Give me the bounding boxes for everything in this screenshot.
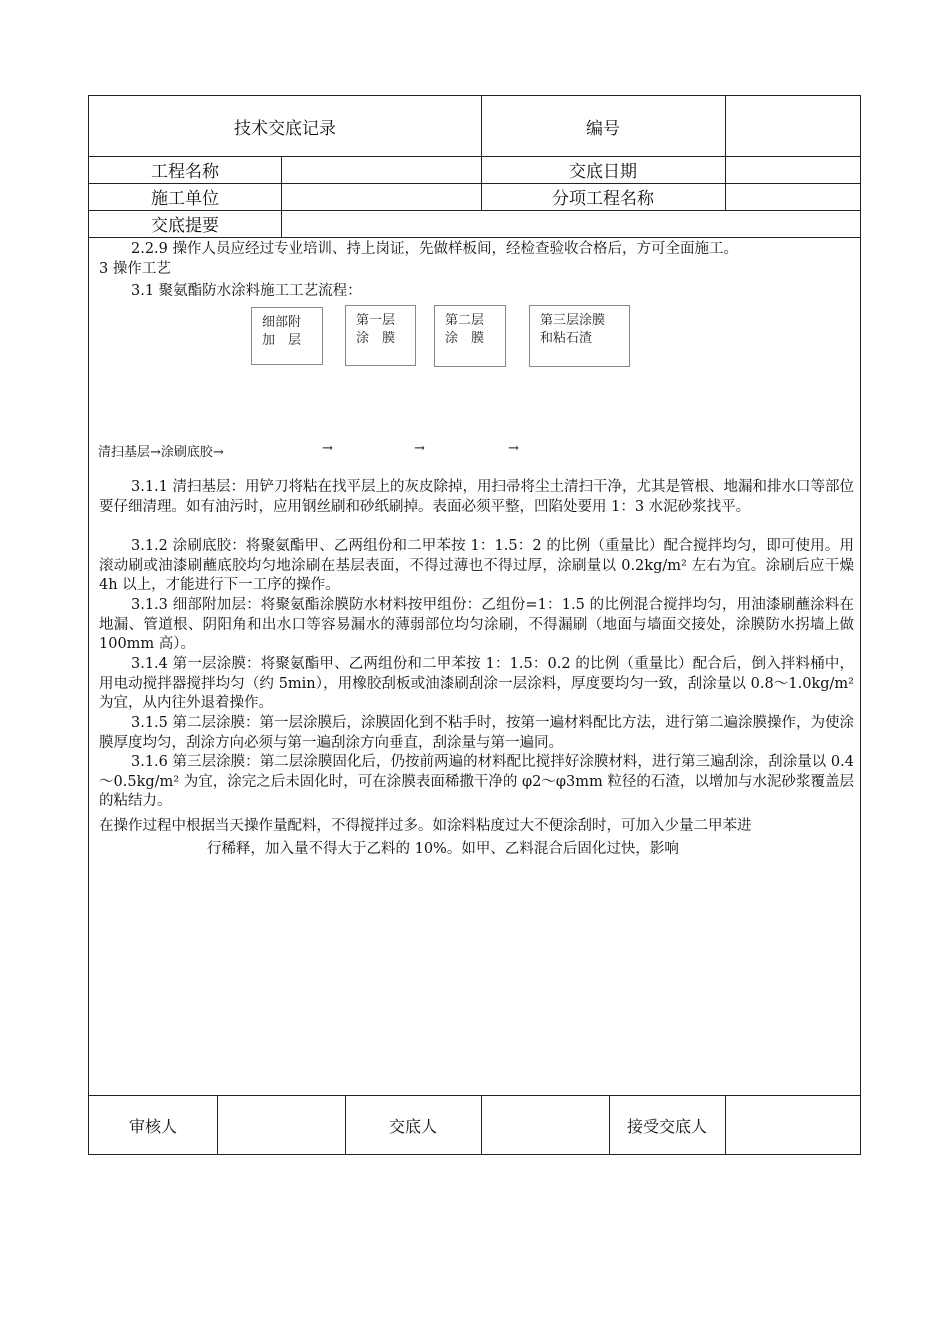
- receiver-field[interactable]: [725, 1095, 861, 1155]
- receiver-label: 接受交底人: [626, 1116, 707, 1136]
- flow-box-second-coat: 第二层 涂 膜: [434, 305, 506, 367]
- note-line-1: 在操作过程中根据当天操作量配料，不得搅拌过多。如涂料粘度过大不便涂刮时，可加入少量二甲苯进: [99, 818, 752, 834]
- flow-box-third-coat: 第三层涂膜 和粘石渣: [529, 305, 630, 367]
- form-title: 技术交底记录: [234, 118, 336, 139]
- flow-arrow: →: [322, 441, 333, 456]
- subproject-field[interactable]: [725, 183, 861, 210]
- note-line-2: 行稀释，加入量不得大于乙料的 10%。如甲、乙料混合后固化过快，影响: [207, 841, 679, 857]
- summary-label: 交底提要: [151, 216, 219, 236]
- date-label: 交底日期: [569, 162, 637, 182]
- number-field[interactable]: [725, 96, 861, 156]
- clause-3-1-5: 3.1.5 第二层涂膜：第一层涂膜后，涂膜固化到不粘手时，按第一遍材料配比方法，进行第二遍涂膜操作，为使涂膜厚度均匀，刮涂方向必须与第一遍刮涂方向垂直，刮涂量与第一遍同。: [99, 715, 854, 751]
- subproject-label: 分项工程名称: [552, 189, 654, 209]
- reviewer-label: 审核人: [128, 1116, 177, 1136]
- flow-box-detail-layer: 细部附 加 层: [251, 307, 323, 365]
- flow-arrow: →: [508, 441, 519, 456]
- unit-label: 施工单位: [151, 189, 219, 209]
- flow-line-start: 清扫基层→涂刷底胶→: [98, 445, 224, 460]
- section-heading: 3 操作工艺: [99, 261, 171, 277]
- flow-box-first-coat: 第一层 涂 膜: [345, 305, 416, 366]
- summary-field[interactable]: [281, 210, 861, 237]
- clause-2-2-9: 2.2.9 操作人员应经过专业培训、持上岗证，先做样板间，经检查验收合格后，方可全面施工。: [131, 241, 738, 257]
- clause-3-1-2: 3.1.2 涂刷底胶：将聚氨酯甲、乙两组份和二甲苯按 1：1.5：2 的比例（重量比）配合搅拌均匀，即可使用。用滚动刷或油漆刷蘸底胶均匀地涂刷在基层表面，不得过薄也不得过厚，涂刷量以 0.2kg/m² 左右为宜。涂刷后应干燥 4h 以上，才能进行下一工序的操作。: [99, 538, 854, 594]
- reviewer-field[interactable]: [217, 1095, 345, 1155]
- unit-field[interactable]: [281, 183, 481, 210]
- discloser-field[interactable]: [481, 1095, 609, 1155]
- discloser-label: 交底人: [388, 1116, 437, 1136]
- flow-arrow: →: [414, 441, 425, 456]
- clause-3-1: 3.1 聚氨酯防水涂料施工工艺流程：: [131, 283, 362, 299]
- date-field[interactable]: [725, 156, 861, 183]
- clause-3-1-4: 3.1.4 第一层涂膜：将聚氨酯甲、乙两组份和二甲苯按 1：1.5：0.2 的比例（重量比）配合后，倒入拌料桶中，用电动搅拌器搅拌均匀（约 5min），用橡胶刮板或油漆刷刮涂一层涂料，厚度要均匀一致，刮涂量以 0.8～1.0kg/m² 为宜，从内往外退着操作。: [99, 656, 854, 712]
- clause-3-1-6: 3.1.6 第三层涂膜：第二层涂膜固化后，仍按前两遍的材料配比搅拌好涂膜材料，进行第三遍刮涂，刮涂量以 0.4～0.5kg/m² 为宜，涂完之后未固化时，可在涂膜表面稀撒干净的 φ2～φ3mm 粒径的石渣，以增加与水泥砂浆覆盖层的粘结力。: [99, 754, 854, 810]
- number-label: 编号: [586, 118, 620, 139]
- project-name-label: 工程名称: [151, 162, 219, 182]
- project-name-field[interactable]: [281, 156, 481, 183]
- row-divider: [89, 237, 860, 238]
- clause-3-1-3: 3.1.3 细部附加层：将聚氨酯涂膜防水材料按甲组份：乙组份=1：1.5 的比例混合搅拌均匀，用油漆刷蘸涂料在地漏、管道根、阴阳角和出水口等容易漏水的薄弱部位均匀涂刷，不得漏刷（地面与墙面交接处，涂膜防水拐墙上做 100mm 高）。: [99, 597, 854, 653]
- disclosure-form: [88, 95, 861, 1155]
- clause-3-1-1: 3.1.1 清扫基层：用铲刀将粘在找平层上的灰皮除掉，用扫帚将尘土清扫干净，尤其是管根、地漏和排水口等部位要仔细清理。如有油污时，应用钢丝刷和砂纸刷掉。表面必须平整，凹陷处要用 1：3 水泥砂浆找平。: [99, 479, 854, 515]
